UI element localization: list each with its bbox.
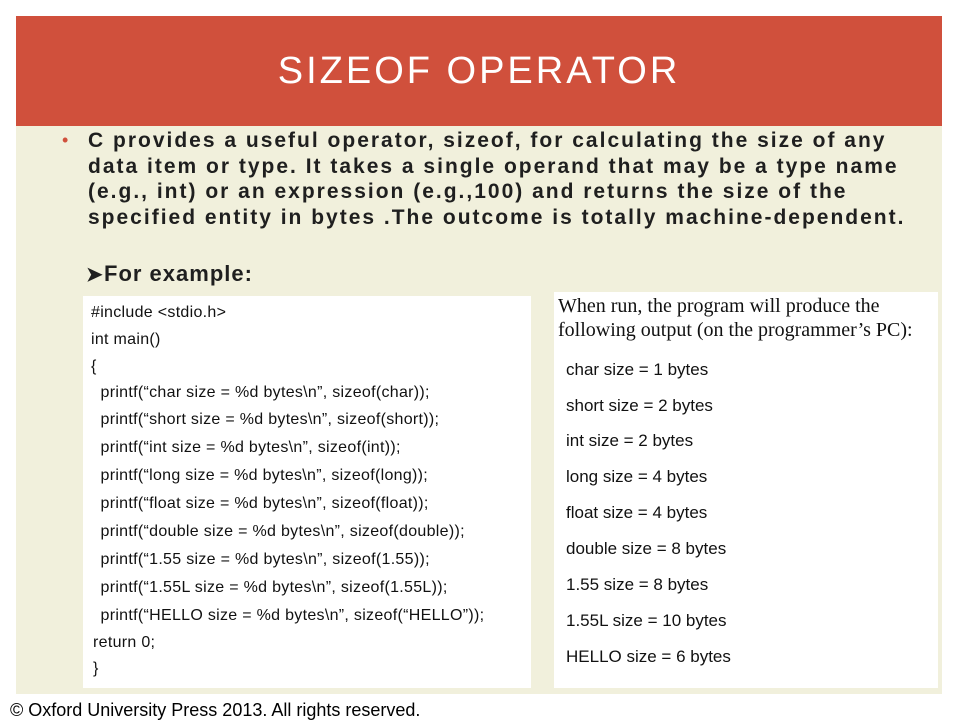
output-intro: When run, the program will produce the following output (on the programmer’s PC): (558, 295, 913, 341)
code-image (83, 296, 531, 688)
code-line: printf(“char size = %d bytes\n”, sizeof(char)); (91, 384, 430, 401)
code-line: return 0; (93, 634, 156, 651)
code-line: printf(“double size = %d bytes\n”, sizeof(double)); (91, 523, 465, 540)
code-line: printf(“HELLO size = %d bytes\n”, sizeof(“HELLO”)); (91, 607, 485, 624)
code-line: printf(“float size = %d bytes\n”, sizeof(float)); (91, 495, 429, 512)
output-line: HELLO size = 6 bytes (566, 647, 731, 666)
sub-bullet-text: For example: (104, 261, 253, 286)
bullet-dot-icon: • (62, 130, 69, 150)
bullet-text: C provides a useful operator, sizeof, for calculating the size of any data item or type. It takes a single operand that may be a type name (e.g., int) or an expression (e.g.,100) and returns the size of the specified entity in bytes .The outcome is totally machine-dependent. (88, 129, 906, 229)
output-line: float size = 4 bytes (566, 503, 708, 522)
code-line: printf(“1.55L size = %d bytes\n”, sizeof(1.55L)); (91, 579, 448, 596)
code-line: } (93, 660, 99, 677)
code-line: printf(“1.55 size = %d bytes\n”, sizeof(1.55)); (91, 551, 430, 568)
code-line: int main() (91, 331, 161, 348)
code-line: printf(“int size = %d bytes\n”, sizeof(int)); (91, 439, 401, 456)
copyright-footer: © Oxford University Press 2013. All rights reserved. (10, 700, 421, 720)
arrow-bullet-icon: ➤ (86, 264, 104, 286)
output-line: double size = 8 bytes (566, 539, 727, 558)
output-line: long size = 4 bytes (566, 467, 708, 486)
code-line: printf(“long size = %d bytes\n”, sizeof(long)); (91, 467, 429, 484)
output-line: 1.55L size = 10 bytes (566, 611, 727, 630)
output-line: 1.55 size = 8 bytes (566, 575, 709, 594)
title-bar (16, 16, 942, 126)
slide-title: SIZEOF OPERATOR (277, 49, 681, 92)
code-line: printf(“short size = %d bytes\n”, sizeof(short)); (91, 411, 440, 428)
output-line: char size = 1 bytes (566, 360, 709, 379)
code-line: { (91, 358, 97, 375)
bullet-item (62, 128, 912, 230)
output-line: int size = 2 bytes (566, 431, 694, 450)
output-line: short size = 2 bytes (566, 396, 713, 415)
sub-bullet (86, 261, 253, 287)
output-image (554, 292, 938, 688)
code-line: #include <stdio.h> (91, 304, 227, 321)
